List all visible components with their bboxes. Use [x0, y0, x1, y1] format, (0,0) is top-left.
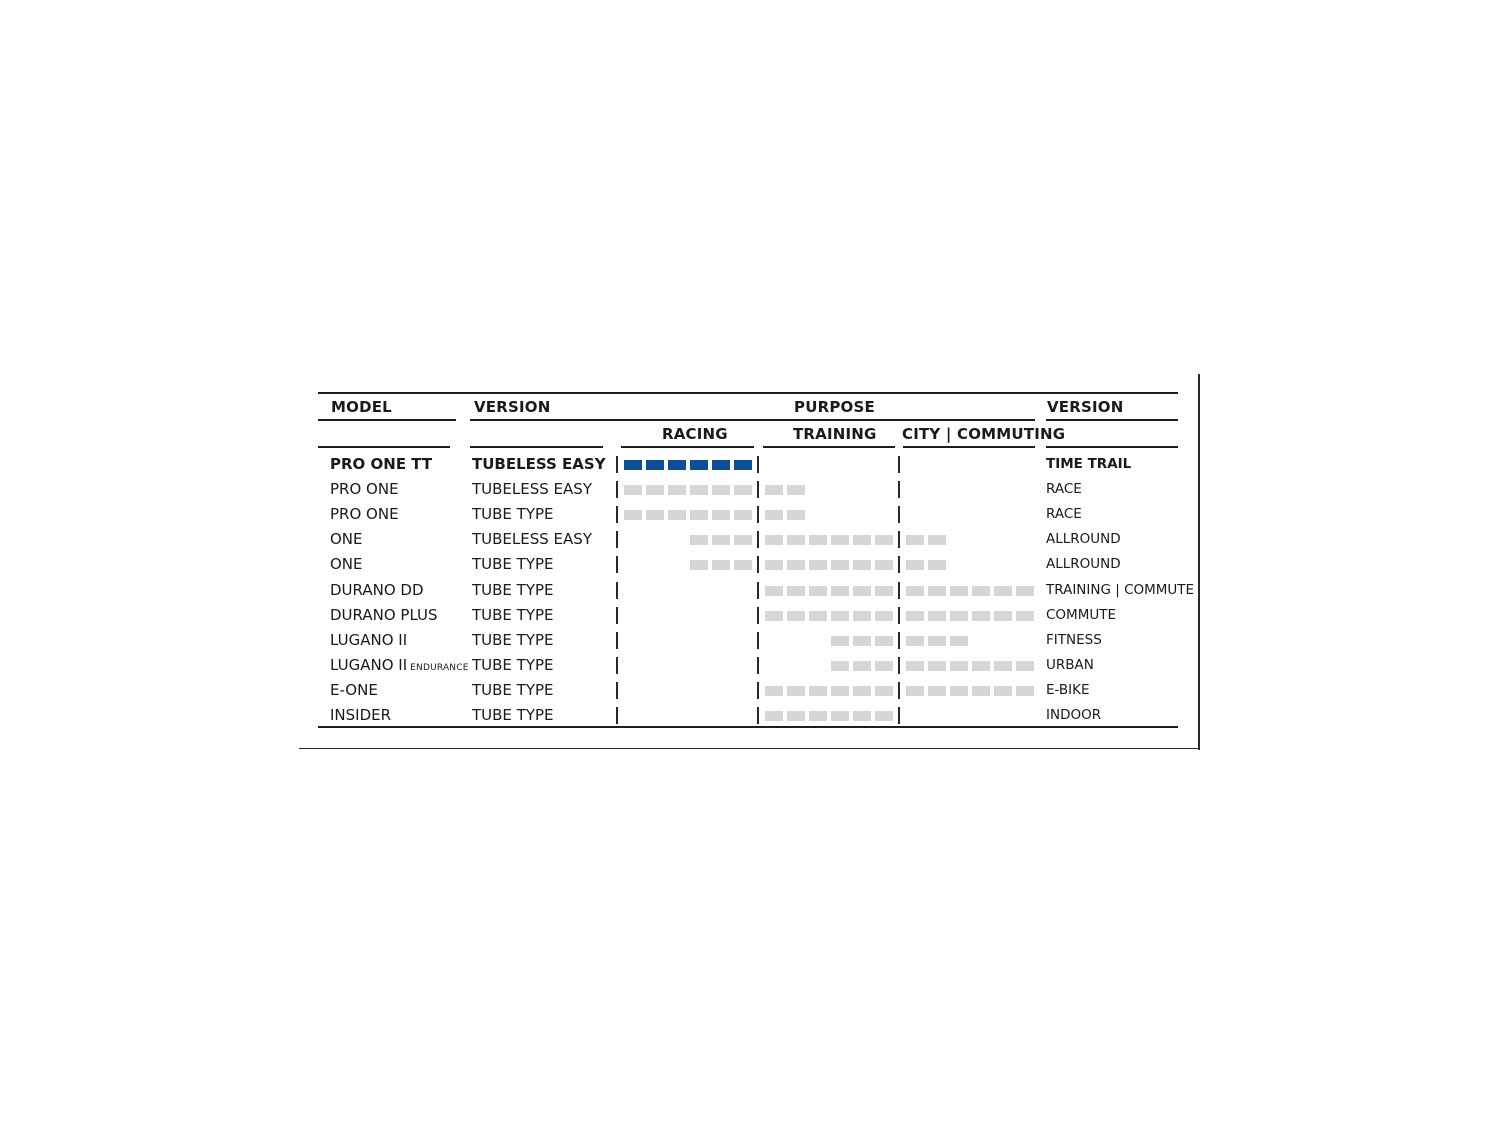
training-rating-block: [875, 686, 893, 696]
training-rating-block: [787, 560, 805, 570]
training-rating-block: [875, 560, 893, 570]
training-rating-block: [853, 535, 871, 545]
racing-rating-block: [712, 485, 730, 495]
usage-cell: URBAN: [1046, 657, 1094, 673]
training-rating-block: [787, 535, 805, 545]
purpose-separator: [616, 556, 618, 573]
model-name: LUGANO II: [330, 656, 408, 674]
training-rating-block: [765, 611, 783, 621]
training-rating-block: [831, 686, 849, 696]
purpose-separator: [898, 556, 900, 573]
purpose-separator: [757, 632, 759, 649]
training-rating-block: [853, 611, 871, 621]
purpose-separator: [898, 531, 900, 548]
training-subheader-rule: [763, 446, 895, 448]
training-rating-block: [853, 636, 871, 646]
training-rating-block: [765, 586, 783, 596]
usage-cell: INDOOR: [1046, 707, 1102, 723]
training-rating-block: [809, 586, 827, 596]
purpose-separator: [757, 506, 759, 523]
purpose-separator: [898, 456, 900, 473]
purpose-separator: [898, 657, 900, 674]
model-name: ONE: [330, 555, 363, 573]
usage-cell: TRAINING | COMMUTE: [1046, 582, 1195, 598]
bottom-rule: [318, 726, 1178, 728]
model-cell: [330, 480, 399, 498]
training-rating-block: [765, 535, 783, 545]
racing-rating-block: [712, 460, 730, 470]
purpose-separator: [898, 481, 900, 498]
training-rating-block: [809, 535, 827, 545]
model-name: DURANO PLUS: [330, 606, 438, 624]
purpose-separator: [898, 506, 900, 523]
model-header: MODEL: [331, 398, 392, 416]
training-rating-block: [875, 611, 893, 621]
training-rating-block: [853, 560, 871, 570]
city-rating-block: [928, 586, 946, 596]
usage-cell: ALLROUND: [1046, 556, 1121, 572]
training-rating-block: [875, 535, 893, 545]
training-rating-block: [831, 560, 849, 570]
city-rating-block: [1016, 661, 1034, 671]
training-rating-block: [809, 611, 827, 621]
training-rating-block: [875, 586, 893, 596]
usage-cell: RACE: [1046, 481, 1082, 497]
purpose-separator: [757, 682, 759, 699]
racing-rating-block: [690, 485, 708, 495]
model-header-rule: [318, 419, 456, 421]
purpose-separator: [616, 657, 618, 674]
city-rating-block: [994, 586, 1012, 596]
racing-rating-block: [690, 460, 708, 470]
version-cell: TUBE TYPE: [472, 706, 554, 724]
training-rating-block: [787, 510, 805, 520]
city-commuting-header: CITY | COMMUTING: [902, 425, 1066, 443]
purpose-separator: [757, 456, 759, 473]
city-rating-block: [928, 636, 946, 646]
racing-rating-block: [624, 510, 642, 520]
model-cell: [330, 581, 424, 599]
city-rating-block: [972, 611, 990, 621]
version-cell: TUBE TYPE: [472, 656, 554, 674]
model-name: LUGANO II: [330, 631, 408, 649]
purpose-separator: [757, 531, 759, 548]
racing-rating-block: [668, 510, 686, 520]
model-cell: [330, 555, 363, 573]
city-rating-block: [906, 535, 924, 545]
version-cell: TUBE TYPE: [472, 606, 554, 624]
model-cell: [330, 631, 407, 649]
training-rating-block: [787, 686, 805, 696]
racing-header: RACING: [662, 425, 728, 443]
city-rating-block: [994, 661, 1012, 671]
version-header: VERSION: [474, 398, 551, 416]
city-rating-block: [928, 686, 946, 696]
racing-rating-block: [690, 560, 708, 570]
model-name: ONE: [330, 530, 363, 548]
training-rating-block: [831, 535, 849, 545]
usage-cell: ALLROUND: [1046, 531, 1121, 547]
purpose-separator: [898, 582, 900, 599]
city-rating-block: [928, 535, 946, 545]
racing-rating-block: [646, 485, 664, 495]
training-rating-block: [765, 686, 783, 696]
usage-cell: TIME TRAIL: [1046, 456, 1132, 472]
racing-rating-block: [668, 485, 686, 495]
purpose-separator: [757, 607, 759, 624]
frame-right-edge: [1198, 374, 1200, 750]
model-name: PRO ONE TT: [330, 455, 433, 473]
racing-rating-block: [734, 535, 752, 545]
version-cell: TUBE TYPE: [472, 505, 554, 523]
city-rating-block: [972, 586, 990, 596]
city-rating-block: [906, 560, 924, 570]
racing-rating-block: [690, 510, 708, 520]
model-suffix: ENDURANCE: [410, 663, 469, 673]
training-rating-block: [765, 560, 783, 570]
version-subheader-rule: [470, 446, 603, 448]
training-rating-block: [831, 711, 849, 721]
city-rating-block: [906, 586, 924, 596]
city-rating-block: [906, 661, 924, 671]
training-rating-block: [787, 485, 805, 495]
model-cell: [330, 530, 363, 548]
version-cell: TUBELESS EASY: [472, 480, 592, 498]
city-rating-block: [950, 661, 968, 671]
purpose-separator: [757, 582, 759, 599]
training-rating-block: [831, 661, 849, 671]
purpose-separator: [898, 707, 900, 724]
city-rating-block: [906, 686, 924, 696]
version-cell: TUBE TYPE: [472, 555, 554, 573]
city-rating-block: [1016, 686, 1034, 696]
training-rating-block: [831, 586, 849, 596]
city-rating-block: [994, 611, 1012, 621]
city-rating-block: [994, 686, 1012, 696]
city-rating-block: [928, 560, 946, 570]
model-name: PRO ONE: [330, 505, 399, 523]
purpose-separator: [616, 582, 618, 599]
training-rating-block: [853, 711, 871, 721]
usage-cell: RACE: [1046, 506, 1082, 522]
model-cell: [330, 656, 469, 674]
model-name: INSIDER: [330, 706, 392, 724]
city-rating-block: [950, 686, 968, 696]
city-rating-block: [906, 636, 924, 646]
training-rating-block: [831, 611, 849, 621]
purpose-separator: [757, 556, 759, 573]
racing-rating-block: [734, 460, 752, 470]
purpose-separator: [898, 607, 900, 624]
city-rating-block: [928, 661, 946, 671]
purpose-header: PURPOSE: [794, 398, 875, 416]
training-rating-block: [809, 560, 827, 570]
purpose-separator: [616, 506, 618, 523]
model-name: DURANO DD: [330, 581, 424, 599]
usage-header: VERSION: [1047, 398, 1124, 416]
racing-rating-block: [624, 460, 642, 470]
purpose-separator: [616, 707, 618, 724]
model-cell: [330, 681, 378, 699]
training-rating-block: [787, 711, 805, 721]
usage-cell: E-BIKE: [1046, 682, 1090, 698]
racing-rating-block: [646, 510, 664, 520]
frame-bottom-edge: [299, 748, 1200, 749]
purpose-separator: [898, 632, 900, 649]
model-name: PRO ONE: [330, 480, 399, 498]
version-cell: TUBE TYPE: [472, 681, 554, 699]
training-rating-block: [875, 711, 893, 721]
model-cell: [330, 706, 391, 724]
training-rating-block: [787, 586, 805, 596]
purpose-separator: [757, 707, 759, 724]
purpose-separator: [757, 657, 759, 674]
city-rating-block: [928, 611, 946, 621]
racing-rating-block: [690, 535, 708, 545]
usage-cell: COMMUTE: [1046, 607, 1117, 623]
training-rating-block: [809, 686, 827, 696]
version-header-rule: [470, 419, 1035, 421]
city-rating-block: [950, 586, 968, 596]
top-rule: [318, 392, 1178, 394]
model-cell: [330, 455, 432, 473]
city-rating-block: [1016, 586, 1034, 596]
racing-rating-block: [734, 510, 752, 520]
racing-rating-block: [734, 560, 752, 570]
training-rating-block: [853, 686, 871, 696]
racing-rating-block: [712, 535, 730, 545]
racing-rating-block: [734, 485, 752, 495]
usage-header-rule: [1046, 419, 1178, 421]
model-subheader-rule: [318, 446, 450, 448]
usage-subheader-rule: [1046, 446, 1178, 448]
training-rating-block: [875, 661, 893, 671]
purpose-separator: [757, 481, 759, 498]
purpose-separator: [616, 682, 618, 699]
city-rating-block: [906, 611, 924, 621]
training-rating-block: [765, 485, 783, 495]
model-cell: [330, 606, 438, 624]
racing-rating-block: [624, 485, 642, 495]
purpose-separator: [616, 607, 618, 624]
training-rating-block: [875, 636, 893, 646]
version-cell: TUBELESS EASY: [472, 455, 606, 473]
training-rating-block: [765, 711, 783, 721]
training-header: TRAINING: [793, 425, 877, 443]
model-name: E-ONE: [330, 681, 378, 699]
model-cell: [330, 505, 399, 523]
training-rating-block: [853, 661, 871, 671]
purpose-separator: [616, 481, 618, 498]
city-rating-block: [972, 661, 990, 671]
training-rating-block: [765, 510, 783, 520]
training-rating-block: [831, 636, 849, 646]
city-rating-block: [1016, 611, 1034, 621]
purpose-separator: [616, 531, 618, 548]
city-rating-block: [950, 611, 968, 621]
city-rating-block: [950, 636, 968, 646]
city-rating-block: [972, 686, 990, 696]
city-subheader-rule: [903, 446, 1035, 448]
training-rating-block: [787, 611, 805, 621]
racing-subheader-rule: [621, 446, 754, 448]
version-cell: TUBE TYPE: [472, 631, 554, 649]
racing-rating-block: [668, 460, 686, 470]
purpose-separator: [616, 632, 618, 649]
version-cell: TUBE TYPE: [472, 581, 554, 599]
racing-rating-block: [712, 510, 730, 520]
training-rating-block: [853, 586, 871, 596]
usage-cell: FITNESS: [1046, 632, 1102, 648]
purpose-separator: [616, 456, 618, 473]
racing-rating-block: [712, 560, 730, 570]
version-cell: TUBELESS EASY: [472, 530, 592, 548]
training-rating-block: [809, 711, 827, 721]
racing-rating-block: [646, 460, 664, 470]
purpose-separator: [898, 682, 900, 699]
